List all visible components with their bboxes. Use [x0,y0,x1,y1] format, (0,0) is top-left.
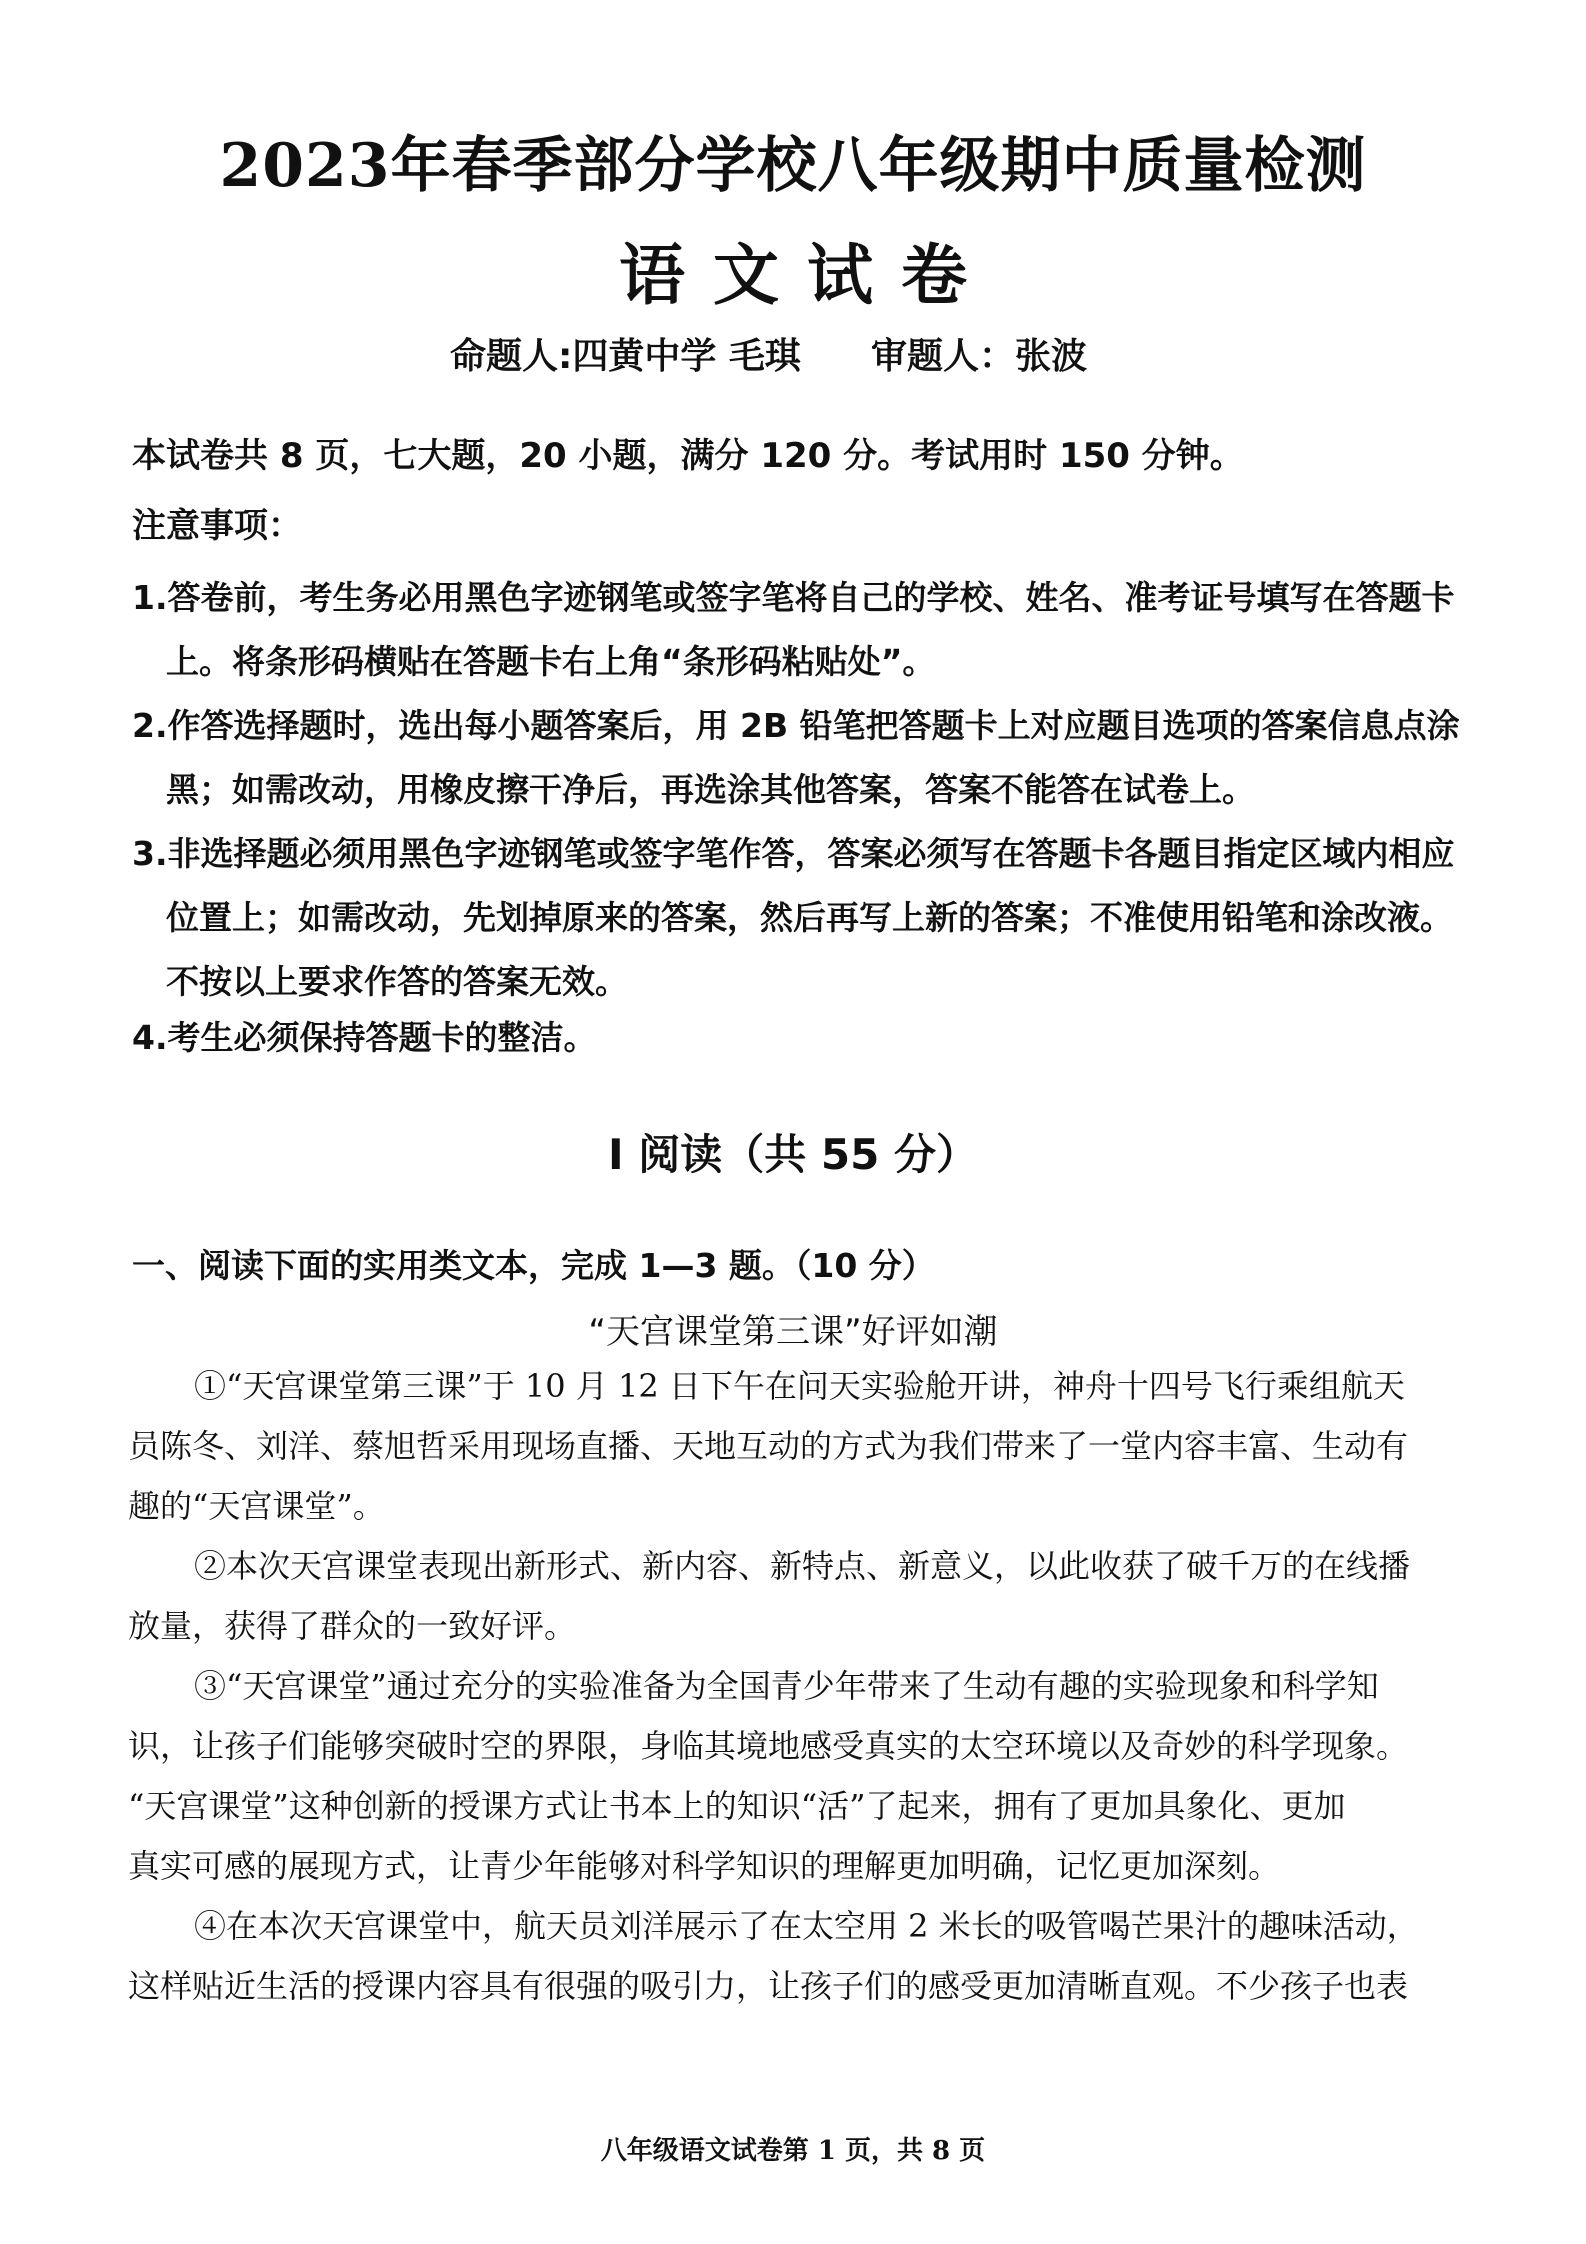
article-line: 识，让孩子们能够突破时空的界限，身临其境地感受真实的太空环境以及奇妙的科学现象。 [128,1727,1409,1765]
note-item-4 [132,1006,1452,1070]
article-line: 这样贴近生活的授课内容具有很强的吸引力，让孩子们的感受更加清晰直观。不少孩子也表 [128,1967,1409,2005]
article-line: ④在本次天宫课堂中，航天员刘洋展示了在太空用 2 米长的吸管喝芒果汁的趣味活动， [194,1907,1419,1945]
notes-heading: 注意事项： [132,506,302,546]
note-item-2 [132,694,1460,822]
exam-intro: 本试卷共 8 页，七大题，20 小题，满分 120 分。考试用时 150 分钟。 [132,436,1244,476]
article-line: ①“天宫课堂第三课”于 10 月 12 日下午在问天实验舱开讲，神舟十四号飞行乘组航天 [194,1367,1405,1405]
article-line: ③“天宫课堂”通过充分的实验准备为全国青少年带来了生动有趣的实验现象和科学知 [194,1667,1379,1705]
page-footer: 八年级语文试卷第 1 页，共 8 页 [600,2136,986,2166]
article-line: ②本次天宫课堂表现出新形式、新内容、新特点、新意义，以此收获了破千万的在线播 [194,1547,1411,1585]
article-line: 放量，获得了群众的一致好评。 [128,1607,577,1645]
note-line: 4.考生必须保持答题卡的整洁。 [132,1018,597,1057]
note-line: 上。将条形码横贴在答题卡右上角“条形码粘贴处”。 [166,642,936,681]
note-line: 3.非选择题必须用黑色字迹钢笔或签字笔作答，答案必须写在答题卡各题目指定区域内相应 [132,834,1455,873]
question-heading: 一、阅读下面的实用类文本，完成 1—3 题。（10 分） [132,1246,935,1285]
note-item-3 [132,822,1455,1014]
article-body [128,1356,1458,2016]
authors-line [450,328,1087,379]
article-title: “天宫课堂第三课”好评如潮 [588,1312,998,1352]
note-line: 位置上；如需改动，先划掉原来的答案，然后再写上新的答案；不准使用铅笔和涂改液。 [166,898,1453,937]
article-line: “天宫课堂”这种创新的授课方式让书本上的知识“活”了起来，拥有了更加具象化、更加 [128,1787,1346,1825]
author-text: 命题人:四黄中学 毛琪 [450,336,801,377]
note-line: 黑；如需改动，用橡皮擦干净后，再选涂其他答案，答案不能答在试卷上。 [166,770,1255,809]
article-line: 员陈冬、刘洋、蔡旭哲采用现场直播、天地互动的方式为我们带来了一堂内容丰富、生动有 [128,1427,1409,1465]
note-line: 2.作答选择题时，选出每小题答案后，用 2B 铅笔把答题卡上对应题目选项的答案信息点涂 [132,706,1460,745]
section-heading: I 阅读（共 55 分） [608,1130,978,1179]
article-line: 趣的“天宫课堂”。 [128,1487,385,1525]
exam-title: 2023年春季部分学校八年级期中质量检测 [219,131,1367,201]
reviewer-text: 审题人：张波 [870,336,1087,377]
note-line: 1.答卷前，考生务必用黑色字迹钢笔或签字笔将自己的学校、姓名、准考证号填写在答题卡 [132,578,1455,617]
note-line: 不按以上要求作答的答案无效。 [166,962,628,1001]
article-line: 真实可感的展现方式，让青少年能够对科学知识的理解更加明确，记忆更加深刻。 [128,1847,1281,1885]
note-item-1 [132,566,1455,694]
subject-title: 语文试卷 [619,236,995,314]
